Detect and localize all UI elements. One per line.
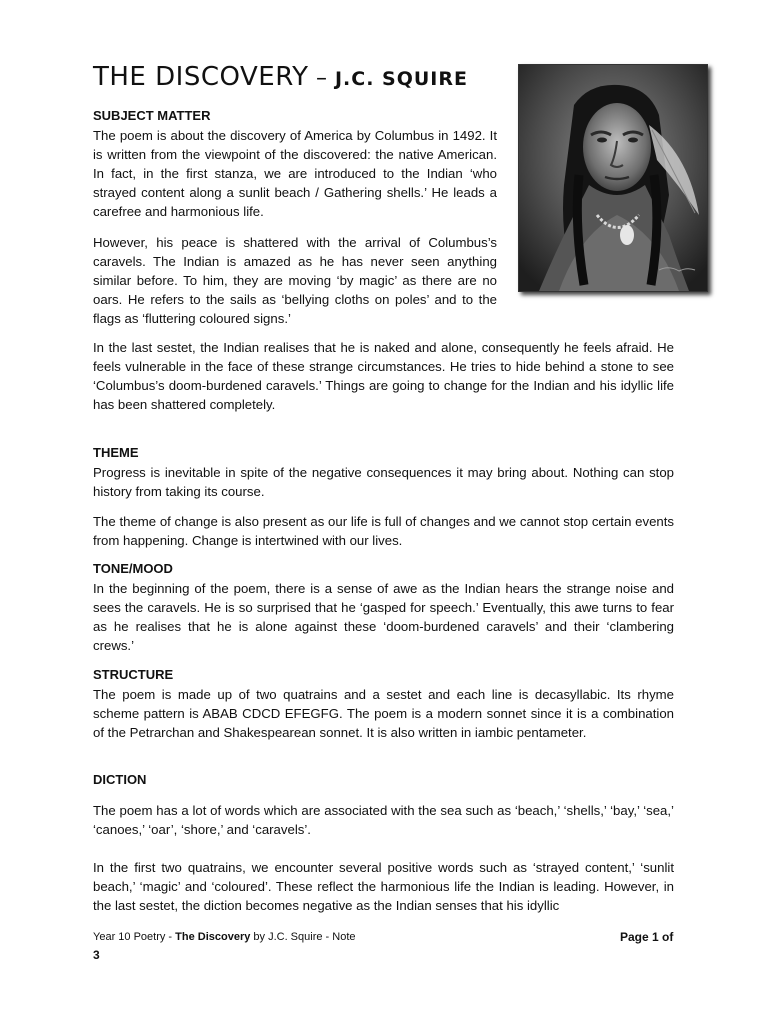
footer-page-of: of bbox=[658, 930, 674, 944]
subject-matter-paragraph-2 bbox=[93, 233, 497, 328]
structure-paragraph-1 bbox=[93, 685, 674, 742]
diction-p2-text: In the first two quatrains, we encounter several positive words such as ‘strayed content,’ ‘sunlit beach,’ ‘magic’ and ‘coloured’. These reflect the harmonious life the Indian is leading. However, in the last sestet, the diction becomes negative as the Indian senses that his idyllic bbox=[93, 860, 674, 913]
footer-page-label: Page bbox=[620, 930, 653, 944]
footer-page-number bbox=[620, 930, 673, 944]
title-author: J.C. SQUIRE bbox=[334, 68, 468, 90]
tone-p1-text: In the beginning of the poem, there is a sense of awe as the Indian hears the strange noise and sees the caravels. He is so surprised that he ‘gasped for speech.’ Eventually, this awe turns to fear as he realises that he is alone against these ‘doom-burdened caravels’ and their ‘clambering crews.’ bbox=[93, 581, 674, 653]
diction-paragraph-2 bbox=[93, 858, 674, 915]
document-title bbox=[93, 62, 468, 92]
theme-paragraph-2 bbox=[93, 512, 674, 550]
footer-suffix: by J.C. Squire - Note bbox=[250, 931, 356, 943]
portrait-image bbox=[518, 64, 708, 292]
heading-tone-mood: TONE/MOOD bbox=[93, 561, 173, 576]
subject-matter-p1-text: The poem is about the discovery of America by Columbus in 1492. It is written from the viewpoint of the discovered: the native American. In fact, in the first stanza, we are introduced to the Indian ‘who strayed content along a sunlit beach / Gathering shells.’ He leads a carefree and harmonious life. bbox=[93, 128, 497, 219]
footer-title: The Discovery bbox=[175, 931, 251, 943]
footer-page-current: 1 bbox=[652, 930, 659, 944]
title-dash: – bbox=[308, 66, 335, 91]
heading-structure: STRUCTURE bbox=[93, 667, 174, 682]
subject-matter-p3-text: In the last sestet, the Indian realises that he is naked and alone, consequently he feels afraid. He feels vulnerable in the face of these strange circumstances. He tries to hide behind a stone to see ‘Columbus’s doom-burdened caravels.’ Things are going to change for the Indian and his idyllic life has been shattered completely. bbox=[93, 340, 674, 412]
tone-paragraph-1 bbox=[93, 579, 674, 655]
diction-paragraph-1 bbox=[93, 801, 674, 839]
structure-p1-text: The poem is made up of two quatrains and a sestet and each line is decasyllabic. Its rhyme scheme pattern is ABAB CDCD EFEGFG. The poem is a modern sonnet since it is a combination of the Petrarchan and Shakespearean sonnet. It is also written in iambic pentameter. bbox=[93, 687, 674, 740]
heading-subject-matter: SUBJECT MATTER bbox=[93, 108, 211, 123]
theme-paragraph-1 bbox=[93, 463, 674, 501]
footer-page-total: 3 bbox=[93, 948, 100, 962]
footer-prefix: Year 10 Poetry - bbox=[93, 931, 176, 943]
subject-matter-paragraph-1 bbox=[93, 126, 497, 221]
theme-p1-text: Progress is inevitable in spite of the negative consequences it may bring about. Nothing can stop history from taking its course. bbox=[93, 465, 674, 499]
diction-p1-text: The poem has a lot of words which are associated with the sea such as ‘beach,’ ‘shells,’ ‘bay,’ ‘sea,’ ‘canoes,’ ‘oar’, ‘shore,’ and ‘caravels’. bbox=[93, 803, 674, 837]
heading-diction: DICTION bbox=[93, 772, 147, 787]
portrait-illustration bbox=[519, 65, 707, 291]
footer-course-info bbox=[93, 931, 356, 943]
subject-matter-p2-text: However, his peace is shattered with the arrival of Columbus’s caravels. The Indian is amazed as he has never seen anything similar before. To him, they are moving ‘by magic’ as there are no oars. He refers to the sails as ‘bellying cloths on poles’ and to the flags as ‘fluttering coloured signs.’ bbox=[93, 235, 497, 326]
subject-matter-paragraph-3 bbox=[93, 338, 674, 414]
title-main: THE DISCOVERY bbox=[93, 62, 309, 92]
heading-theme: THEME bbox=[93, 445, 139, 460]
theme-p2-text: The theme of change is also present as our life is full of changes and we cannot stop certain events from happening. Change is intertwined with our lives. bbox=[93, 514, 674, 548]
